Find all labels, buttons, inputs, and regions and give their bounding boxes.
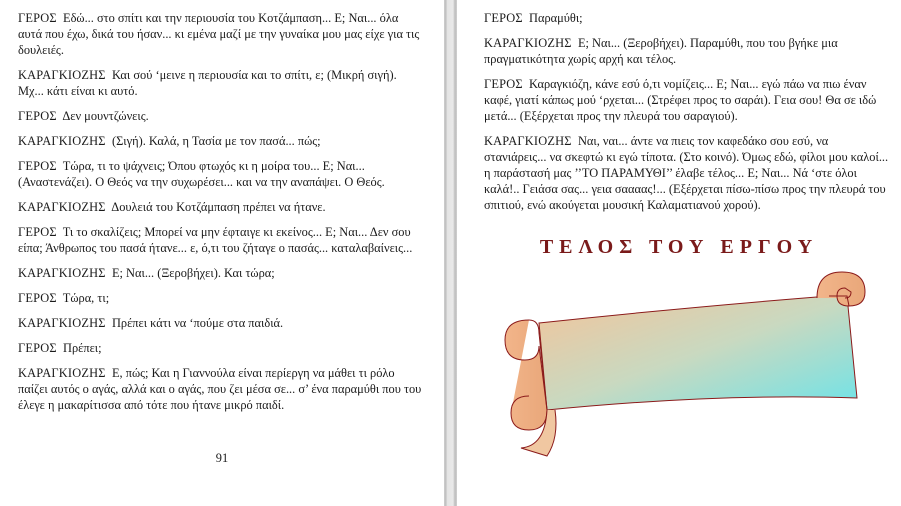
dialogue-text: Ε; Ναι... (Ξεροβήχει). Παραμύθι, που του βγήκε μια πραγματικότητα χωρίς αρχή και τέλος. bbox=[484, 36, 838, 66]
dialogue-paragraph bbox=[18, 315, 422, 331]
dialogue-text: (Σιγή). Καλά, η Τασία με τον πασά... πώς; bbox=[111, 134, 321, 148]
scroll-banner-image bbox=[499, 268, 873, 458]
speaker-name: ΚΑΡΑΓΚΙΟΖΗΣ bbox=[484, 134, 572, 148]
dialogue-paragraph bbox=[484, 133, 889, 213]
left-page-text bbox=[18, 10, 422, 413]
dialogue-paragraph bbox=[18, 10, 422, 58]
speaker-name: ΓΕΡΟΣ bbox=[18, 291, 57, 305]
speaker-name: ΓΕΡΟΣ bbox=[18, 225, 57, 239]
dialogue-paragraph bbox=[484, 10, 889, 26]
dialogue-text: Εδώ... στο σπίτι και την περιουσία του Κοτζάμπαση... Ε; Ναι... όλα αυτά που έχω, δικά του ήσαν... κι εμένα μαζί με την γυναίκα μου μας είχε για τις δουλειές. bbox=[18, 11, 420, 57]
speaker-name: ΓΕΡΟΣ bbox=[18, 109, 57, 123]
speaker-name: ΚΑΡΑΓΚΙΟΖΗΣ bbox=[18, 134, 106, 148]
dialogue-paragraph bbox=[484, 35, 889, 67]
dialogue-text: Δεν μουντζώνεις. bbox=[62, 109, 149, 123]
dialogue-text: Παραμύθι; bbox=[529, 11, 583, 25]
speaker-name: ΚΑΡΑΓΚΙΟΖΗΣ bbox=[484, 36, 572, 50]
dialogue-text: Ε; Ναι... (Ξεροβήχει). Και τώρα; bbox=[111, 266, 275, 280]
dialogue-text: Ε, πώς; Και η Γιαννούλα είναι περίεργη να μάθει τι ρόλο παίζει αυτός ο αγάς, αλλά και ο αγάς, που ζει μέσα σε... σ’ ένα παραμύθι που του έλεγε η μακαρίτισσα από τότε που ήτανε μικρό παιδί. bbox=[18, 366, 422, 412]
dialogue-text: Τώρα, τι; bbox=[62, 291, 110, 305]
speaker-name: ΓΕΡΟΣ bbox=[18, 159, 57, 173]
dialogue-paragraph bbox=[18, 290, 422, 306]
dialogue-paragraph bbox=[18, 67, 422, 99]
dialogue-paragraph bbox=[18, 108, 422, 124]
end-title: ΤΕΛΟΣ ΤΟΥ ΕΡΓΟΥ bbox=[539, 236, 819, 258]
dialogue-text: Τι το σκαλίζεις; Μπορεί να μην έφταιγε κι εκείνος... Ε; Ναι... Δεν σου είπα; Άνθρωπος του πασά ήτανε... ε, ό,τι του ζήταγε ο πασάς... καταλαβαίνεις... bbox=[18, 225, 413, 255]
speaker-name: ΚΑΡΑΓΚΙΟΖΗΣ bbox=[18, 266, 106, 280]
dialogue-paragraph bbox=[18, 199, 422, 215]
dialogue-paragraph bbox=[18, 265, 422, 281]
dialogue-text: Δουλειά του Κοτζάμπαση πρέπει να ήτανε. bbox=[111, 200, 326, 214]
dialogue-text: Τώρα, τι το ψάχνεις; Όπου φτωχός κι η μοίρα του... Ε; Ναι... (Αναστενάζει). Ο Θεός να την συχωρέσει... και να την αναπάψει. Ο Θεός. bbox=[18, 159, 385, 189]
scroll-sheet bbox=[539, 296, 857, 410]
page-gutter-divider bbox=[444, 0, 457, 506]
dialogue-paragraph bbox=[18, 133, 422, 149]
dialogue-text: Πρέπει κάτι να ‘πούμε στα παιδιά. bbox=[111, 316, 284, 330]
speaker-name: ΓΕΡΟΣ bbox=[18, 341, 57, 355]
dialogue-text: Ναι, ναι... άντε να πιεις τον καφεδάκο σου εσύ, να στανιάρεις... να σκεφτώ κι εγώ τίποτα. (Στο κοινό). Όμως εδώ, φίλοι μου καλοί... η παράστασή μας ’’ΤΟ ΠΑΡΑΜΥΘΙ’’ έλαβε τέλος... Ε; Ναι... Νά ‘στε όλοι καλά!.. Γειάσα σας... γεια σαααας!... (Εξέρχεται πίσω-πίσω προς την πλευρά του σπιτιού, ενώ ακούγεται μουσική Καλαματιανού χορού). bbox=[484, 134, 889, 212]
speaker-name: ΚΑΡΑΓΚΙΟΖΗΣ bbox=[18, 200, 106, 214]
speaker-name: ΓΕΡΟΣ bbox=[484, 11, 523, 25]
dialogue-paragraph bbox=[18, 224, 422, 256]
right-page-text bbox=[484, 10, 889, 213]
dialogue-paragraph bbox=[18, 340, 422, 356]
speaker-name: ΚΑΡΑΓΚΙΟΖΗΣ bbox=[18, 68, 106, 82]
dialogue-paragraph bbox=[484, 76, 889, 124]
dialogue-text: Καραγκιόζη, κάνε εσύ ό,τι νομίζεις... Ε; Ναι... εγώ πάω να πιω έναν καφέ, γιατί κάπως μού ‘ρχεται... (Στρέφει προς το σαράι). Γεια σου! Θα σε ιδώ μετά... (Εξέρχεται προς την πλευρά του σαραγιού). bbox=[484, 77, 877, 123]
dialogue-paragraph bbox=[18, 365, 422, 413]
dialogue-text: Και σού ‘μεινε η περιουσία και το σπίτι, ε; (Μικρή σιγή). Μχ... κάτι είναι κι αυτό. bbox=[18, 68, 397, 98]
left-page bbox=[0, 0, 444, 506]
speaker-name: ΓΕΡΟΣ bbox=[484, 77, 523, 91]
speaker-name: ΚΑΡΑΓΚΙΟΖΗΣ bbox=[18, 316, 106, 330]
page-number: 91 bbox=[215, 451, 229, 465]
speaker-name: ΚΑΡΑΓΚΙΟΖΗΣ bbox=[18, 366, 106, 380]
dialogue-paragraph bbox=[18, 158, 422, 190]
dialogue-text: Πρέπει; bbox=[63, 341, 102, 355]
speaker-name: ΓΕΡΟΣ bbox=[18, 11, 57, 25]
